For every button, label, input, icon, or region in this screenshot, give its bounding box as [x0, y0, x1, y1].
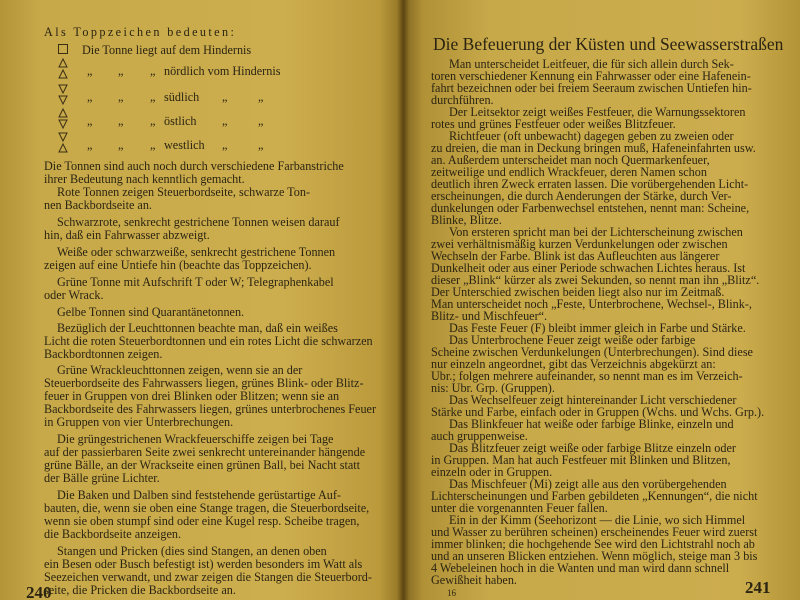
triangles-tip-icon	[58, 132, 68, 154]
key-quote: „	[87, 138, 93, 152]
key-quote: „	[258, 138, 264, 152]
text-line: nis: Ubr. Grp. (Gruppen).	[431, 381, 555, 395]
text-line: Blitz- und Mischfeuer“.	[431, 309, 548, 323]
text-line: Weiße oder schwarzweiße, senkrecht gestrichene Tonnen	[57, 245, 336, 259]
text-line: der Bälle grüne Lichter.	[44, 471, 160, 485]
text-line: grüne Bälle, an der Wrackseite einen grünen Ball, bei Nacht statt	[44, 458, 361, 472]
text-line: Man unterscheidet Leitfeuer, die für sich allein durch Sek-	[449, 57, 734, 71]
chapter-title: Die Befeuerung der Küsten und Seewasserstraßen	[433, 34, 784, 54]
text-line: Das Mischfeuer (Mi) zeigt alle aus den vorübergehenden	[449, 477, 727, 491]
text-line: und an unseren Blicken entziehen. Wenn möglich, steige man 3 bis	[431, 549, 758, 563]
text-line: Scheine zwischen Verdunkelungen (Unterbrechungen). Sind diese	[431, 345, 753, 359]
key-row-text: westlich	[164, 138, 205, 152]
text-line: toren verschiedener Kennung ein Fahrwasser oder eine Hafenein-	[431, 69, 751, 83]
text-line: Steuerbordseite des Fahrwassers liegen, grünes Blink- oder Blitz-	[44, 376, 364, 390]
text-line: auf der passierbaren Seite zwei senkrecht untereinander hängende	[44, 445, 366, 459]
text-line: hin, daß ein Fahrwasser abzweigt.	[44, 228, 210, 242]
key-quote: „	[118, 138, 124, 152]
text-line: Richtfeuer (oft unbewacht) dagegen geben zu zweien oder	[449, 129, 734, 143]
text-line: in Gruppen von vier Unterbrechungen.	[44, 415, 234, 429]
triangles-down-icon	[58, 84, 68, 106]
text-line: Licht die roten Steuerbordtonnen und ein rotes Licht die schwarzen	[44, 334, 373, 348]
triangles-base-icon	[58, 108, 68, 130]
text-line: die Backbordseite anzeigen.	[44, 527, 182, 541]
text-line: nur einzeln angeordnet, gibt das Verzeichnis abgekürzt an:	[431, 357, 716, 371]
text-line: Lichterscheinungen und Farben gebildeten „Kennungen“, die nicht	[431, 489, 758, 503]
text-line: Man unterscheidet noch „Feste, Unterbrochene, Wechsel-, Blink-,	[431, 297, 752, 311]
text-line: fahrt bezeichnen oder bei freiem Seeraum zwischen Untiefen hin-	[431, 81, 752, 95]
text-line: feuer in Gruppen von drei Blinken oder Blitzen; wenn sie an	[44, 389, 340, 403]
text-line: zeitweilige und endlich Wrackfeuer, deren Namen schon	[431, 165, 707, 179]
key-row-text: nördlich vom Hindernis	[164, 64, 281, 78]
text-line: immer blinken; die hochgehende See wird den Lichtstrahl noch ab	[431, 537, 755, 551]
key-row-text: Die Tonne liegt auf dem Hindernis	[82, 43, 252, 57]
key-quote: „	[222, 90, 228, 104]
text-line: Stärke und Farbe, einfach oder in Gruppen (Wchs. und Wchs. Grp.).	[431, 405, 765, 419]
text-line: dieser „Blink“ kürzer als zwei Sekunden, so nennt man ihn „Blitz“.	[431, 273, 760, 287]
text-line: zeigen auf eine Untiefe hin (beachte das Toppzeichen).	[44, 258, 312, 272]
text-line: Das Blinkfeuer hat weiße oder farbige Blinke, einzeln und	[449, 417, 734, 431]
text-line: nen Backbordseite an.	[44, 198, 152, 212]
key-row-text: östlich	[164, 114, 197, 128]
text-line: deutlich ihren Zweck erraten lassen. Die vorübergehenden Licht-	[431, 177, 749, 191]
text-line: Seezeichen verwandt, und zwar zeigen die Stangen die Steuerbord-	[44, 570, 372, 584]
text-line: Der Unterschied zwischen beiden liegt also nur im Zeitmaß.	[431, 285, 725, 299]
page-number-right: 241	[745, 578, 771, 597]
text-line: Dunkelheit oder aus einer Periode schwachen Lichtes heraus. Ist	[431, 261, 746, 275]
triangles-up-icon	[58, 58, 68, 80]
text-line: Die Tonnen sind auch noch durch verschiedene Farbanstriche	[44, 159, 344, 173]
key-row-text: südlich	[164, 90, 200, 104]
text-line: dunkelungen oder Farbenwechsel entstehen, nennt man: Scheine,	[431, 201, 750, 215]
text-line: Ein in der Kimm (Seehorizont — die Linie, wo sich Himmel	[449, 513, 746, 527]
text-line: Ubr.; folgen mehrere aufeinander, so nennt man es im Verzeich-	[431, 369, 743, 383]
text-line: zwei verhältnismäßig kurzen Verdunkelungen oder zwischen	[431, 237, 728, 251]
text-line: oder Wrack.	[44, 288, 104, 302]
text-line: Backbordseite des Fahrwassers liegen, grünes unterbrochenes Feuer	[44, 402, 377, 416]
text-line: Das Wechselfeuer zeigt hintereinander Licht verschiedener	[449, 393, 737, 407]
printer-signature: 16	[447, 588, 456, 598]
text-line: Rote Tonnen zeigen Steuerbordseite, schwarze Ton-	[57, 185, 311, 199]
key-quote: „	[222, 138, 228, 152]
text-line: an. Außerdem unterscheidet man noch Quermarkenfeuer,	[431, 153, 710, 167]
key-quote: „	[118, 90, 124, 104]
text-line: Der Leitsektor zeigt weißes Festfeuer, die Warnungssektoren	[449, 105, 746, 119]
text-line: unter die vorgenannten Feuer fallen.	[431, 501, 608, 515]
text-line: in Gruppen. Man hat auch Festfeuer mit Blinken und Blitzen,	[431, 453, 731, 467]
text-line: seite, die Pricken die Backbordseite an.	[44, 583, 236, 597]
key-quote: „	[150, 138, 156, 152]
text-line: Das Blitzfeuer zeigt weiße oder farbige Blitze einzeln oder	[449, 441, 736, 455]
key-quote: „	[150, 90, 156, 104]
text-line: einzeln oder in Gruppen.	[431, 465, 553, 479]
text-line: und Wasser zu berühren scheinen) erscheinendes Feuer wird zuerst	[431, 525, 758, 539]
text-line: zu dreien, die man in Deckung bringen muß, Hafeneinfahrten usw.	[431, 141, 756, 155]
text-line: Schwarzrote, senkrecht gestrichene Tonnen weisen darauf	[57, 215, 340, 229]
key-quote: „	[87, 114, 93, 128]
square-icon	[58, 44, 68, 54]
key-quote: „	[258, 114, 264, 128]
key-quote: „	[150, 64, 156, 78]
text-line: Bezüglich der Leuchttonnen beachte man, daß ein weißes	[57, 321, 338, 335]
text-line: Grüne Tonne mit Aufschrift T oder W; Telegraphenkabel	[57, 275, 334, 289]
key-quote: „	[87, 90, 93, 104]
text-line: ihrer Bedeutung nach kenntlich gemacht.	[44, 172, 245, 186]
right-page	[403, 0, 800, 600]
text-line: auch gruppenweise.	[431, 429, 528, 443]
key-quote: „	[118, 64, 124, 78]
text-line: bauten, die, wenn sie oben eine Stange tragen, die Steuerbordseite,	[44, 501, 370, 515]
text-line: Das Feste Feuer (F) bleibt immer gleich in Farbe und Stärke.	[449, 321, 746, 335]
text-line: Die grüngestrichenen Wrackfeuerschiffe zeigen bei Tage	[57, 432, 334, 446]
text-line: ein Besen oder Busch befestigt ist) werden besonders im Watt als	[44, 557, 363, 571]
key-quote: „	[258, 90, 264, 104]
text-line: Wechseln der Farbe. Blink ist das Aufleuchten aus längerer	[431, 249, 720, 263]
text-line: Gelbe Tonnen sind Quarantänetonnen.	[57, 305, 245, 319]
toppzeichen-header: Als Toppzeichen bedeuten:	[44, 25, 237, 39]
text-line: Das Unterbrochene Feuer zeigt weiße oder farbige	[449, 333, 696, 347]
key-quote: „	[222, 114, 228, 128]
text-line: Von ersteren spricht man bei der Lichterscheinung zwischen	[449, 225, 743, 239]
page-number-left: 240	[26, 583, 52, 600]
text-line: rotes und grünes Festfeuer oder weißes Blitzfeuer.	[431, 117, 676, 131]
key-quote: „	[118, 114, 124, 128]
text-line: Die Baken und Dalben sind feststehende gerüstartige Auf-	[57, 488, 341, 502]
text-line: Gewißheit haben.	[431, 573, 517, 587]
text-line: durchführen.	[431, 93, 494, 107]
text-line: 4 Webeleinen hoch in die Wanten und man wird dann schnell	[431, 561, 730, 575]
text-line: Backbordtonnen zeigen.	[44, 347, 163, 361]
text-line: erscheinungen, die durch Aenderungen der Stärke, durch Ver-	[431, 189, 732, 203]
text-line: wenn sie oben stumpf sind oder eine Kugel resp. Scheibe tragen,	[44, 514, 360, 528]
text-line: Grüne Wrackleuchttonnen zeigen, wenn sie an der	[57, 363, 303, 377]
key-quote: „	[87, 64, 93, 78]
book-gutter	[397, 0, 409, 600]
text-line: Stangen und Pricken (dies sind Stangen, an denen oben	[57, 544, 327, 558]
key-quote: „	[150, 114, 156, 128]
text-line: Blinke, Blitze.	[431, 213, 502, 227]
